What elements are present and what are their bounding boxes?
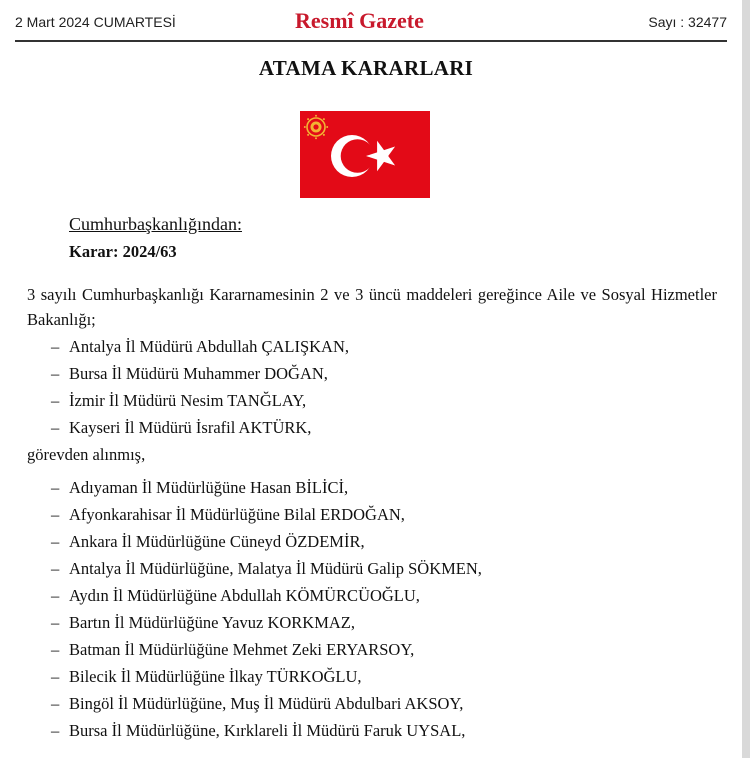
removed-note: görevden alınmış, [27, 445, 146, 464]
document-page: 2 Mart 2024 CUMARTESİ Resmî Gazete Sayı : 32477 ATAMA KARARLARI Cumhurbaşkanlığından: Karar: 2024/63 3 sayılı Cumhurbaşkanlığı Kararnamesinin 2 ve 3 üncü maddeleri gereğince Aile ve Sosyal Hizmetler Bakanlığı; – Antalya İl Müdürü Abdullah ÇALIŞKAN, – Bursa İl Müdürü Muhammer DOĞAN, – İzmir İl Müdürü Nesim TANĞLAY, – Kayseri İl Müdürü İsrafil AKTÜRK, görevden alınmış, – Adıyaman İl Müdürlüğüne Hasan BİLİCİ, – Afyonkarahisar İl Müdürlüğüne Bilal ERDOĞAN, – Ankara İl Müdürlüğüne Cüneyd ÖZDEMİR, – Antalya İl Müdürlüğüne, Malatya İl Müdürü Galip SÖKMEN, – Aydın İl Müdürlüğüne Abdullah KÖMÜRCÜOĞLU, – Bartın İl Müdürlüğüne Yavuz KORKMAZ, – Batman İl Müdürlüğüne Mehmet Zeki ERYARSOY, – Bilecik İl Müdürlüğüne İlkay TÜRKOĞLU, – Bingöl İl Müdürlüğüne, Muş İl Müdürü Abdulbari AKSOY, – Bursa İl Müdürlüğüne, Kırklareli İl Müdürü Faruk UYSAL, [0, 0, 742, 758]
presidential-emblem-icon [304, 115, 328, 139]
header-divider [15, 40, 727, 42]
gazette-header [15, 8, 727, 36]
section-title: ATAMA KARARLARI [258, 56, 474, 80]
decision-number: Karar: 2024/63 [69, 242, 177, 261]
turkish-flag-icon [300, 111, 430, 198]
intro-paragraph: 3 sayılı Cumhurbaşkanlığı Kararnamesinin 2 ve 3 üncü maddeleri gereğince Aile ve Sosyal Hizmetler Bakanlığı; [27, 285, 717, 329]
page-edge [742, 0, 750, 758]
header-issue-number: Sayı : 32477 [648, 14, 727, 30]
header-title: Resmî Gazete [295, 8, 424, 33]
header-date: 2 Mart 2024 CUMARTESİ [15, 14, 176, 30]
issuing-authority: Cumhurbaşkanlığından: [69, 214, 242, 234]
